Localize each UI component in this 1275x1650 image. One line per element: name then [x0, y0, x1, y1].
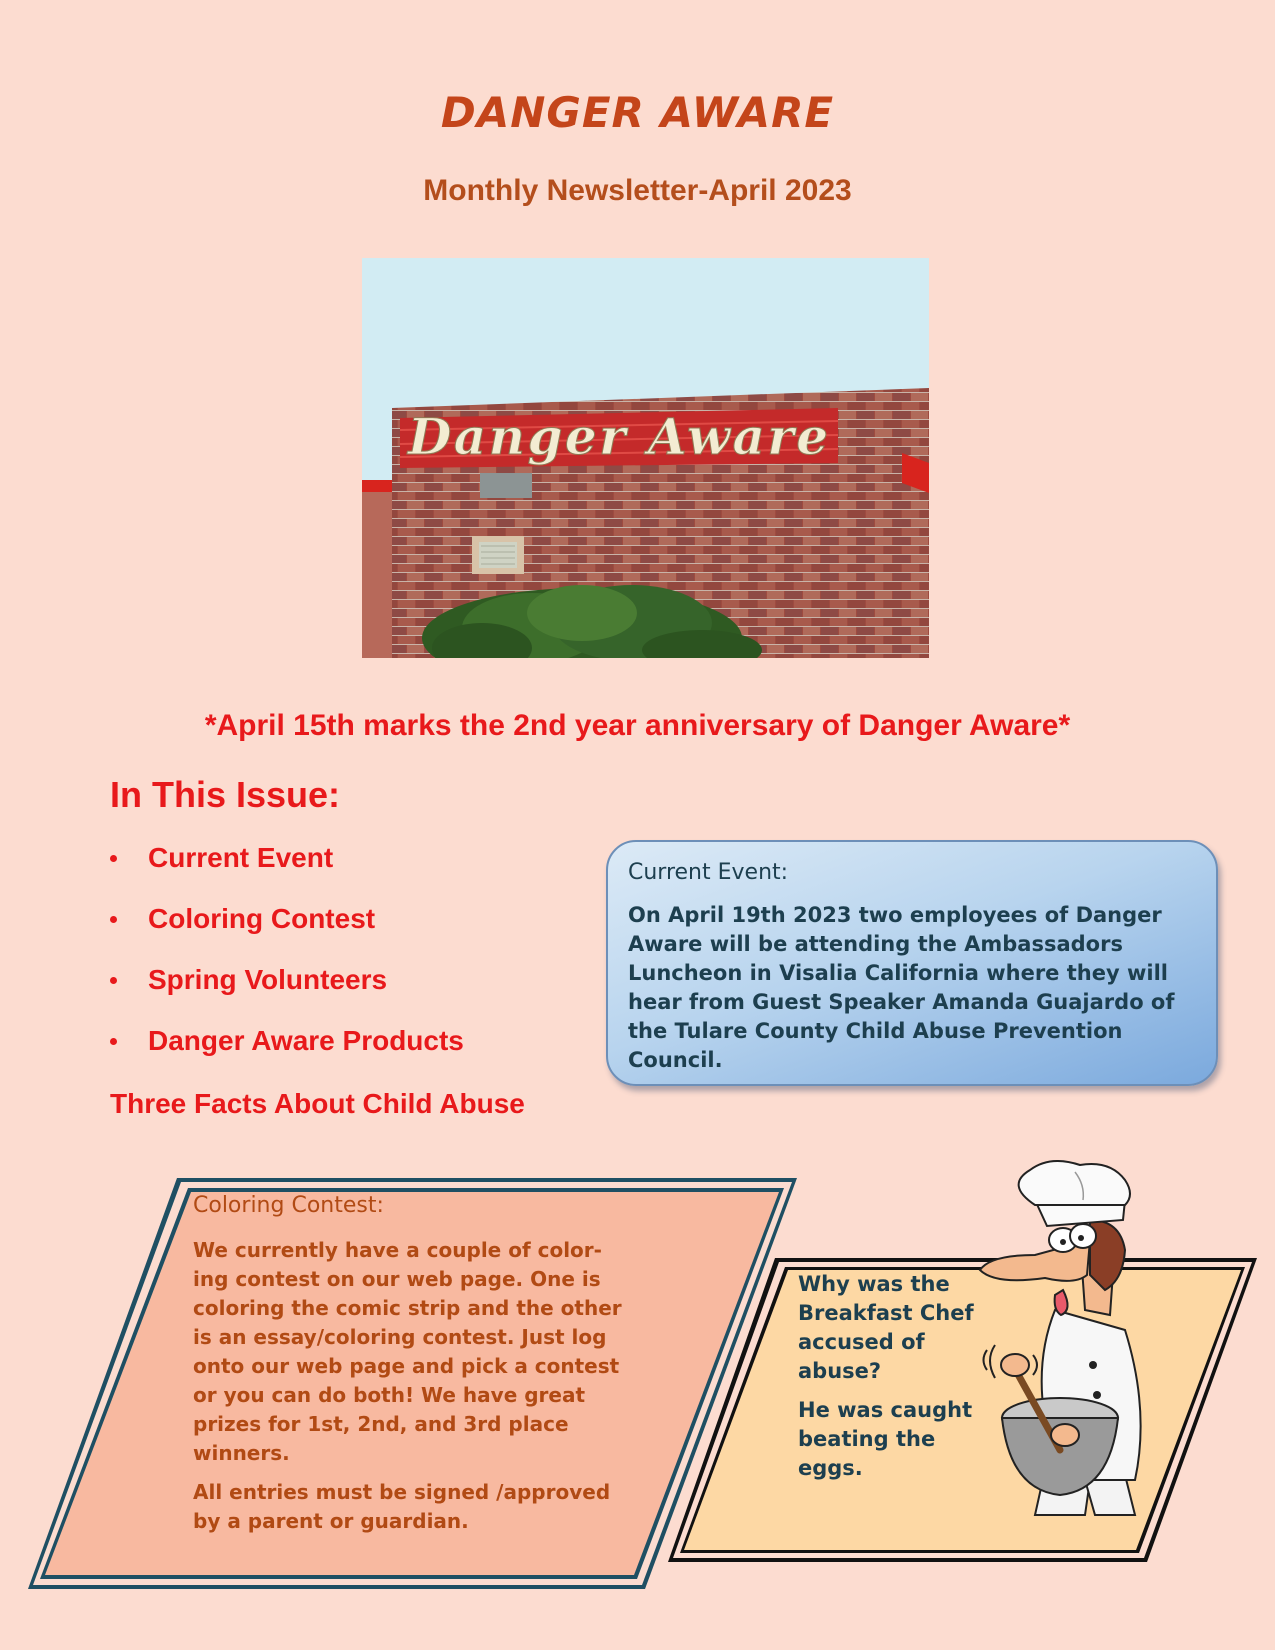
joke-answer: He was caught beating the eggs. [798, 1398, 973, 1480]
anniversary-banner: *April 15th marks the 2nd year anniversary of Danger Aware* [204, 709, 1071, 742]
coloring-contest-paragraph: We currently have a couple of color-ing contest on our web page. One is coloring the comic strip and the other is an essay/coloring contest. Just log onto our web page and pick a contest or you can do both! We have great prizes for 1st, 2nd, and 3rd place winners. [193, 1238, 622, 1465]
issue-item-label: Current Event [148, 842, 334, 873]
issue-item-label: Coloring Contest [148, 903, 376, 934]
newsletter-title: DANGER AWARE [440, 88, 835, 137]
issue-list [110, 838, 464, 1082]
chef-joke [798, 1270, 998, 1493]
current-event-title: Current Event: [628, 860, 789, 885]
issue-item [110, 899, 464, 960]
coloring-contest-title: Coloring Contest: [193, 1193, 384, 1218]
issue-item [110, 960, 464, 1021]
coloring-contest-body [193, 1236, 633, 1546]
issue-extra-item: Three Facts About Child Abuse [110, 1088, 525, 1119]
bullet-icon [110, 977, 117, 984]
bullet-icon [110, 855, 117, 862]
issue-item-label: Spring Volunteers [148, 964, 388, 995]
issue-item [110, 838, 464, 899]
current-event-text: On April 19th 2023 two employees of Danger Aware will be attending the Ambassadors Luncheon in Visalia California where they will hear from Guest Speaker Amanda Guajardo of the Tulare County Child Abuse Prevention Council. [628, 903, 1175, 1072]
in-this-issue-heading: In This Issue: [110, 774, 341, 815]
sign-text: Danger Aware [408, 407, 828, 466]
chef-cartoon-icon [975, 1160, 1205, 1520]
current-event-box [606, 840, 1218, 1086]
coloring-contest-paragraph: All entries must be signed /approved by a parent or guardian. [193, 1480, 611, 1533]
bullet-icon [110, 916, 117, 923]
issue-item-label: Danger Aware Products [148, 1025, 464, 1056]
building-photo [362, 258, 929, 658]
bullet-icon [110, 1038, 117, 1045]
joke-question: Why was the Breakfast Chef accused of abuse? [798, 1272, 974, 1383]
issue-item [110, 1021, 464, 1082]
newsletter-subtitle: Monthly Newsletter-April 2023 [423, 174, 852, 207]
